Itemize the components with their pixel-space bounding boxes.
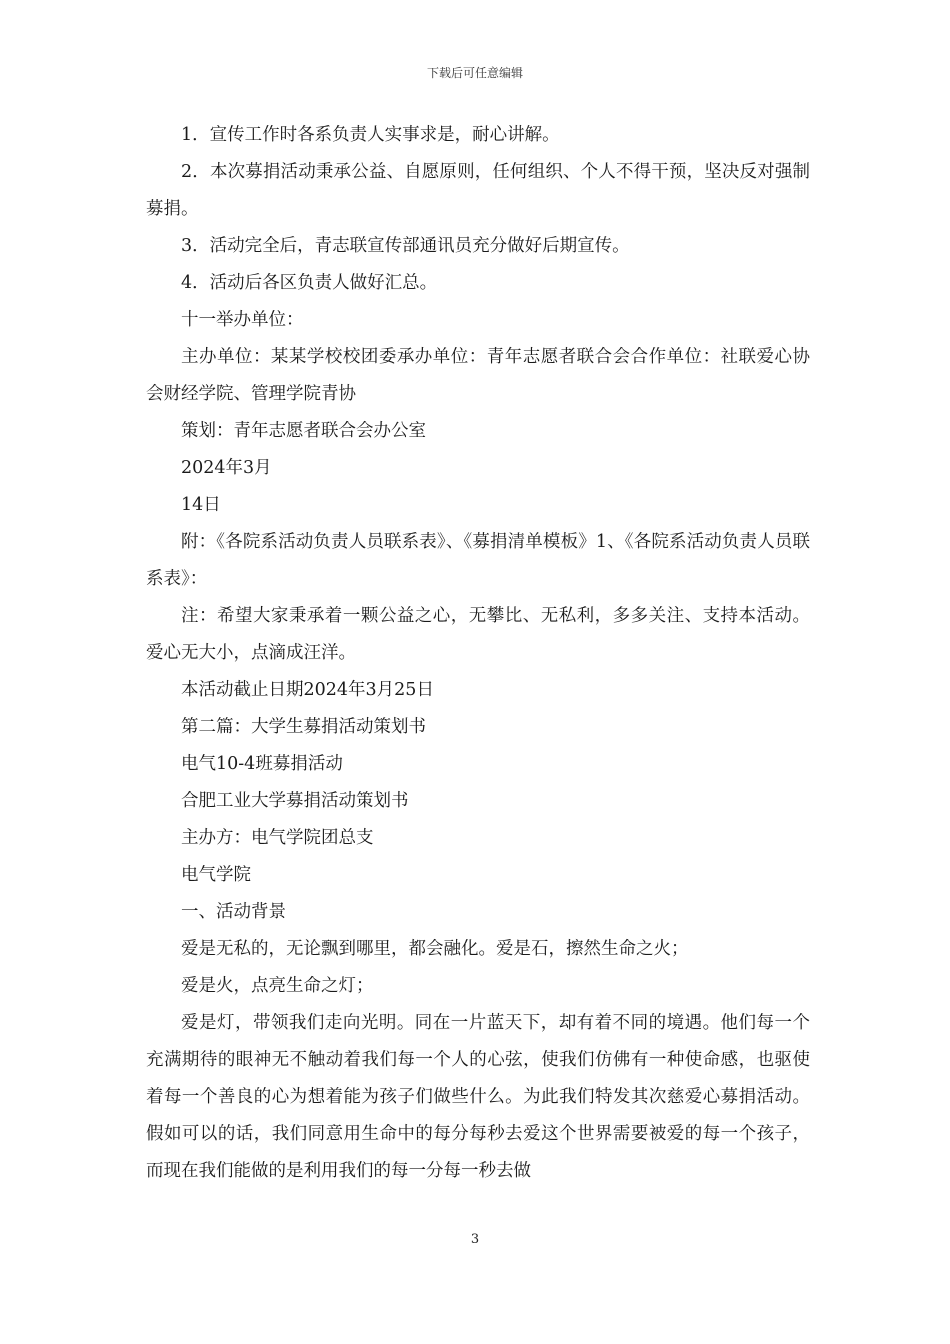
chapter-title: 第二篇：大学生募捐活动策划书 <box>181 717 426 737</box>
date-line: 14日 <box>181 495 221 515</box>
page-header-note: 下载后可任意编辑 <box>426 66 523 80</box>
paragraph: 电气学院 <box>181 865 251 885</box>
paragraph: 1．宣传工作时各系负责人实事求是，耐心讲解。 <box>181 125 560 145</box>
paragraph: 附：《各院系活动负责人员联系表》、《募捐清单模板》1、《各院系活动负责人员联系表》： <box>146 532 810 589</box>
paragraph: 主办单位：某某学校校团委承办单位：青年志愿者联合会合作单位：社联爱心协会财经学院、管理学院青协 <box>146 347 810 404</box>
paragraph: 3．活动完全后，青志联宣传部通讯员充分做好后期宣传。 <box>181 236 630 256</box>
page-number: 3 <box>470 1232 480 1247</box>
paragraph: 策划：青年志愿者联合会办公室 <box>181 421 426 441</box>
paragraph: 爱是火，点亮生命之灯； <box>181 976 374 996</box>
paragraph: 爱是无私的，无论飘到哪里，都会融化。爱是石，擦然生命之火； <box>181 939 689 959</box>
paragraph: 注：希望大家秉承着一颗公益之心，无攀比、无私利，多多关注、支持本活动。爱心无大小，点滴成汪洋。 <box>146 606 810 663</box>
paragraph: 本活动截止日期2024年3月25日 <box>181 680 434 700</box>
paragraph: 4．活动后各区负责人做好汇总。 <box>181 273 438 293</box>
paragraph: 2．本次募捐活动秉承公益、自愿原则，任何组织、个人不得干预，坚决反对强制募捐。 <box>146 162 810 219</box>
section-heading: 十一举办单位： <box>181 310 304 330</box>
document-body <box>146 117 810 1190</box>
paragraph: 主办方：电气学院团总支 <box>181 828 374 848</box>
paragraph: 合肥工业大学募捐活动策划书 <box>181 791 409 811</box>
section-heading: 一、活动背景 <box>181 902 286 922</box>
date-line: 2024年3月 <box>181 458 272 478</box>
paragraph: 爱是灯，带领我们走向光明。同在一片蓝天下，却有着不同的境遇。他们每一个充满期待的眼神无不触动着我们每一个人的心弦，使我们仿佛有一种使命感，也驱使着每一个善良的心为想着能为孩子们做些什么。为此我们特发其次慈爱心募捐活动。假如可以的话，我们同意用生命中的每分每秒去爱这个世界需要被爱的每一个孩子，而现在我们能做的是利用我们的每一分每一秒去做 <box>146 1013 810 1181</box>
paragraph: 电气10-4班募捐活动 <box>181 754 343 774</box>
